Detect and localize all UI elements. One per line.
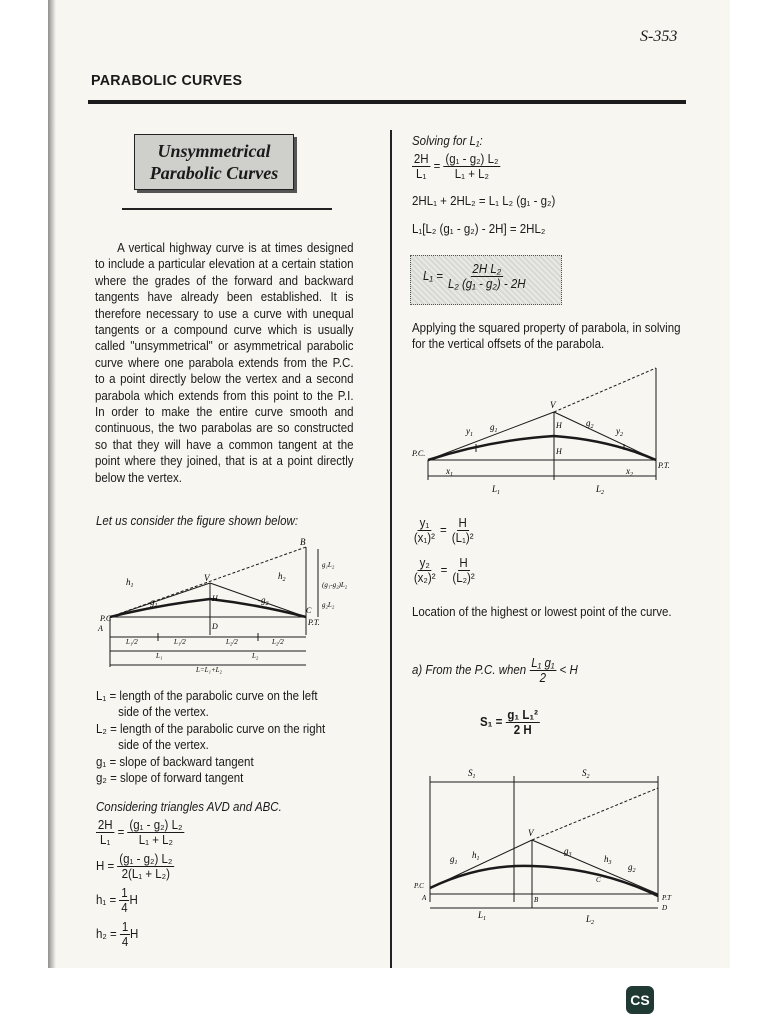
squared-property-text: Applying the squared property of parabola, in solving for the vertical offsets of the parabola. — [412, 321, 681, 352]
fig1-label-D: D — [212, 622, 218, 631]
figure-highest-point — [410, 762, 688, 932]
definition-item: g₂ = slope of forward tangent — [96, 771, 244, 786]
fig1-label-g1: $g_1$ — [150, 597, 158, 609]
title-box — [134, 134, 294, 190]
page-number: S-353 — [640, 28, 678, 45]
fig2-label-y1: $y_1$ — [466, 426, 473, 438]
fig3-label-C: C — [596, 876, 601, 884]
fig3-label-L1: $L_1$ — [478, 910, 487, 922]
equation-h1: h₁ = $\frac{1}{4}$ H — [96, 886, 138, 915]
fig1-label-L1half-b: L₁/2 — [174, 638, 186, 646]
section-title: PARABOLIC CURVES — [91, 72, 243, 89]
fig1-label-V: V — [204, 573, 210, 583]
page-edge-shadow — [48, 0, 56, 968]
fig1-label-L: L=L₁+L₂ — [196, 666, 222, 674]
fig3-label-V: V — [528, 828, 534, 838]
fig2-label-PT: P.T. — [658, 461, 670, 470]
fig2-label-V: V — [550, 400, 556, 410]
fig1-label-g1L2: g₁L₂ — [322, 561, 335, 569]
intro-paragraph — [95, 240, 354, 486]
column-divider — [390, 130, 392, 968]
equation-H: H = $\frac{\text{(g₁ - g₂) L₂}}{\text{2(L₁ + L₂)}}$ — [96, 852, 173, 881]
ratio-equation-1: $\frac{\text{y₁}}{\text{(x₁)²}}$ = $\frac{H}{\text{(L₁)²}}$ — [413, 516, 474, 545]
fig2-label-x2: $x_2$ — [626, 466, 633, 478]
fig1-label-L1: L₁ — [156, 652, 163, 660]
location-text: Location of the highest or lowest point of the curve. — [412, 605, 672, 619]
fig3-label-B: B — [534, 896, 539, 904]
header-rule — [88, 100, 686, 104]
equation-ratio: $\frac{2H}{\text{L₁}}$ = $\frac{\text{(g₁ - g₂) L₂}}{\text{L₁ + L₂}}$ — [97, 818, 183, 847]
figure-intro: Let us consider the figure shown below: — [96, 514, 299, 528]
definitions-list — [96, 688, 363, 786]
fig1-label-H: H — [212, 594, 218, 603]
fig3-label-g3: $g_3$ — [564, 846, 572, 858]
fig1-label-g2L2: g₂L₂ — [322, 601, 335, 609]
fig3-label-S2: $S_2$ — [582, 768, 590, 780]
fig2-label-PC: P.C. — [412, 449, 426, 458]
fig2-label-H-upper: H — [556, 421, 562, 430]
definition-item: L₂ = length of the parabolic curve on the right — [96, 721, 326, 736]
solving-heading: Solving for L₁: — [412, 134, 483, 148]
figure-unsymmetrical-curve — [96, 535, 386, 675]
definition-item-cont: side of the vertex. — [118, 738, 209, 753]
definition-item-cont: side of the vertex. — [118, 705, 209, 720]
fig1-label-g1g2L2: (g₁-g₂)L₂ — [322, 581, 348, 589]
boxed-L1-formula — [410, 255, 562, 305]
fig1-label-PT: P.T. — [308, 618, 320, 627]
ratio-equation-2: $\frac{\text{y₂}}{\text{(x₂)²}}$ = $\frac{H}{\text{(L₂)²}}$ — [413, 556, 475, 585]
fig3-label-h3: $h_3$ — [604, 854, 612, 866]
s1-formula: S₁ = $\frac{\text{g₁ L₁²}}{2 H}$ — [480, 708, 538, 737]
fig1-label-h2: $h_2$ — [278, 571, 286, 583]
fig3-label-D: D — [662, 904, 668, 912]
fig2-label-L1: $L_1$ — [492, 484, 501, 496]
fig1-label-L2half-b: L₂/2 — [272, 638, 284, 646]
fig1-label-L2half-a: L₂/2 — [226, 638, 238, 646]
fig2-label-x1: $x_1$ — [446, 466, 453, 478]
fig1-label-h1: $h_1$ — [126, 577, 134, 589]
solving-equation-1: $\frac{2H}{\text{L₁}}$ = $\frac{\text{(g₁ - g₂) L₂}}{\text{L₁ + L₂}}$ — [413, 152, 499, 181]
fig3-label-g2: $g_2$ — [628, 862, 636, 874]
fig3-label-PC: P.C — [414, 882, 424, 890]
fig3-label-L2: $L_2$ — [586, 914, 595, 926]
fig1-label-A: A — [98, 624, 103, 633]
fig1-label-L2: L₂ — [252, 652, 259, 660]
solving-equation-2: 2HL₁ + 2HL₂ = L₁ L₂ (g₁ - g₂) — [412, 194, 556, 208]
title-line-1: Unsymmetrical — [157, 141, 271, 161]
fig2-label-g2: $g_2$ — [586, 418, 594, 430]
triangles-heading: Considering triangles AVD and ABC. — [96, 800, 282, 814]
fig3-label-S1: $S_1$ — [468, 768, 476, 780]
camscanner-logo-icon: CS — [626, 986, 654, 1014]
fig3-label-PT: P.T — [662, 894, 672, 902]
boxed-formula: L₁ = $\frac{\text{2H L₂}}{\text{L₂ (g₁ - g₂) - 2H}}$ — [423, 262, 526, 291]
fig3-label-A: A — [422, 894, 427, 902]
intro-text: A vertical highway curve is at times designed to include a particular elevation at a certain station where the grades of the forward and backward tangents have already been established. It is therefore necessary to use a curve with unequal tangents or a compound curve which is usually called "unsymmetrical" or asymmetrical parabolic curve where one parabola extends from the P.C. to a point directly below the vertex and a second parabola which extends from this point to the P.I. In order to make the entire curve smooth and continuous, the two parabolas are so constructed so that they will have a common tangent at the point where they joined, that is at a point directly below the vertex. — [95, 241, 354, 485]
title-underline — [122, 208, 332, 210]
fig1-label-g2: $-g_2$ — [258, 595, 269, 607]
fig1-label-L1half-a: L₁/2 — [126, 638, 138, 646]
fig3-label-h1: $h_1$ — [472, 850, 480, 862]
title-line-2: Parabolic Curves — [149, 163, 279, 183]
fig1-label-PC: P.C — [100, 614, 112, 623]
fig1-label-C: C — [306, 606, 312, 615]
fig2-label-H-lower: H — [556, 447, 562, 456]
solving-equation-3: L₁[L₂ (g₁ - g₂) - 2H] = 2HL₂ — [412, 222, 546, 236]
fig3-label-g1: $g_1$ — [450, 854, 458, 866]
fig1-label-B: B — [300, 537, 306, 547]
figure-vertical-offsets — [410, 362, 688, 508]
fig2-label-y2: $y_2$ — [616, 426, 623, 438]
equation-h2: h₂ = $\frac{1}{4}$ H — [96, 920, 139, 949]
fig2-label-L2: $L_2$ — [596, 484, 605, 496]
condition-line: a) From the P.C. when $\frac{\text{L₁ g₁}}{2}$ < H — [412, 656, 578, 685]
fig2-label-g1: $g_1$ — [490, 422, 498, 434]
definition-item: g₁ = slope of backward tangent — [96, 754, 254, 769]
definition-item: L₁ = length of the parabolic curve on the left — [96, 689, 318, 703]
